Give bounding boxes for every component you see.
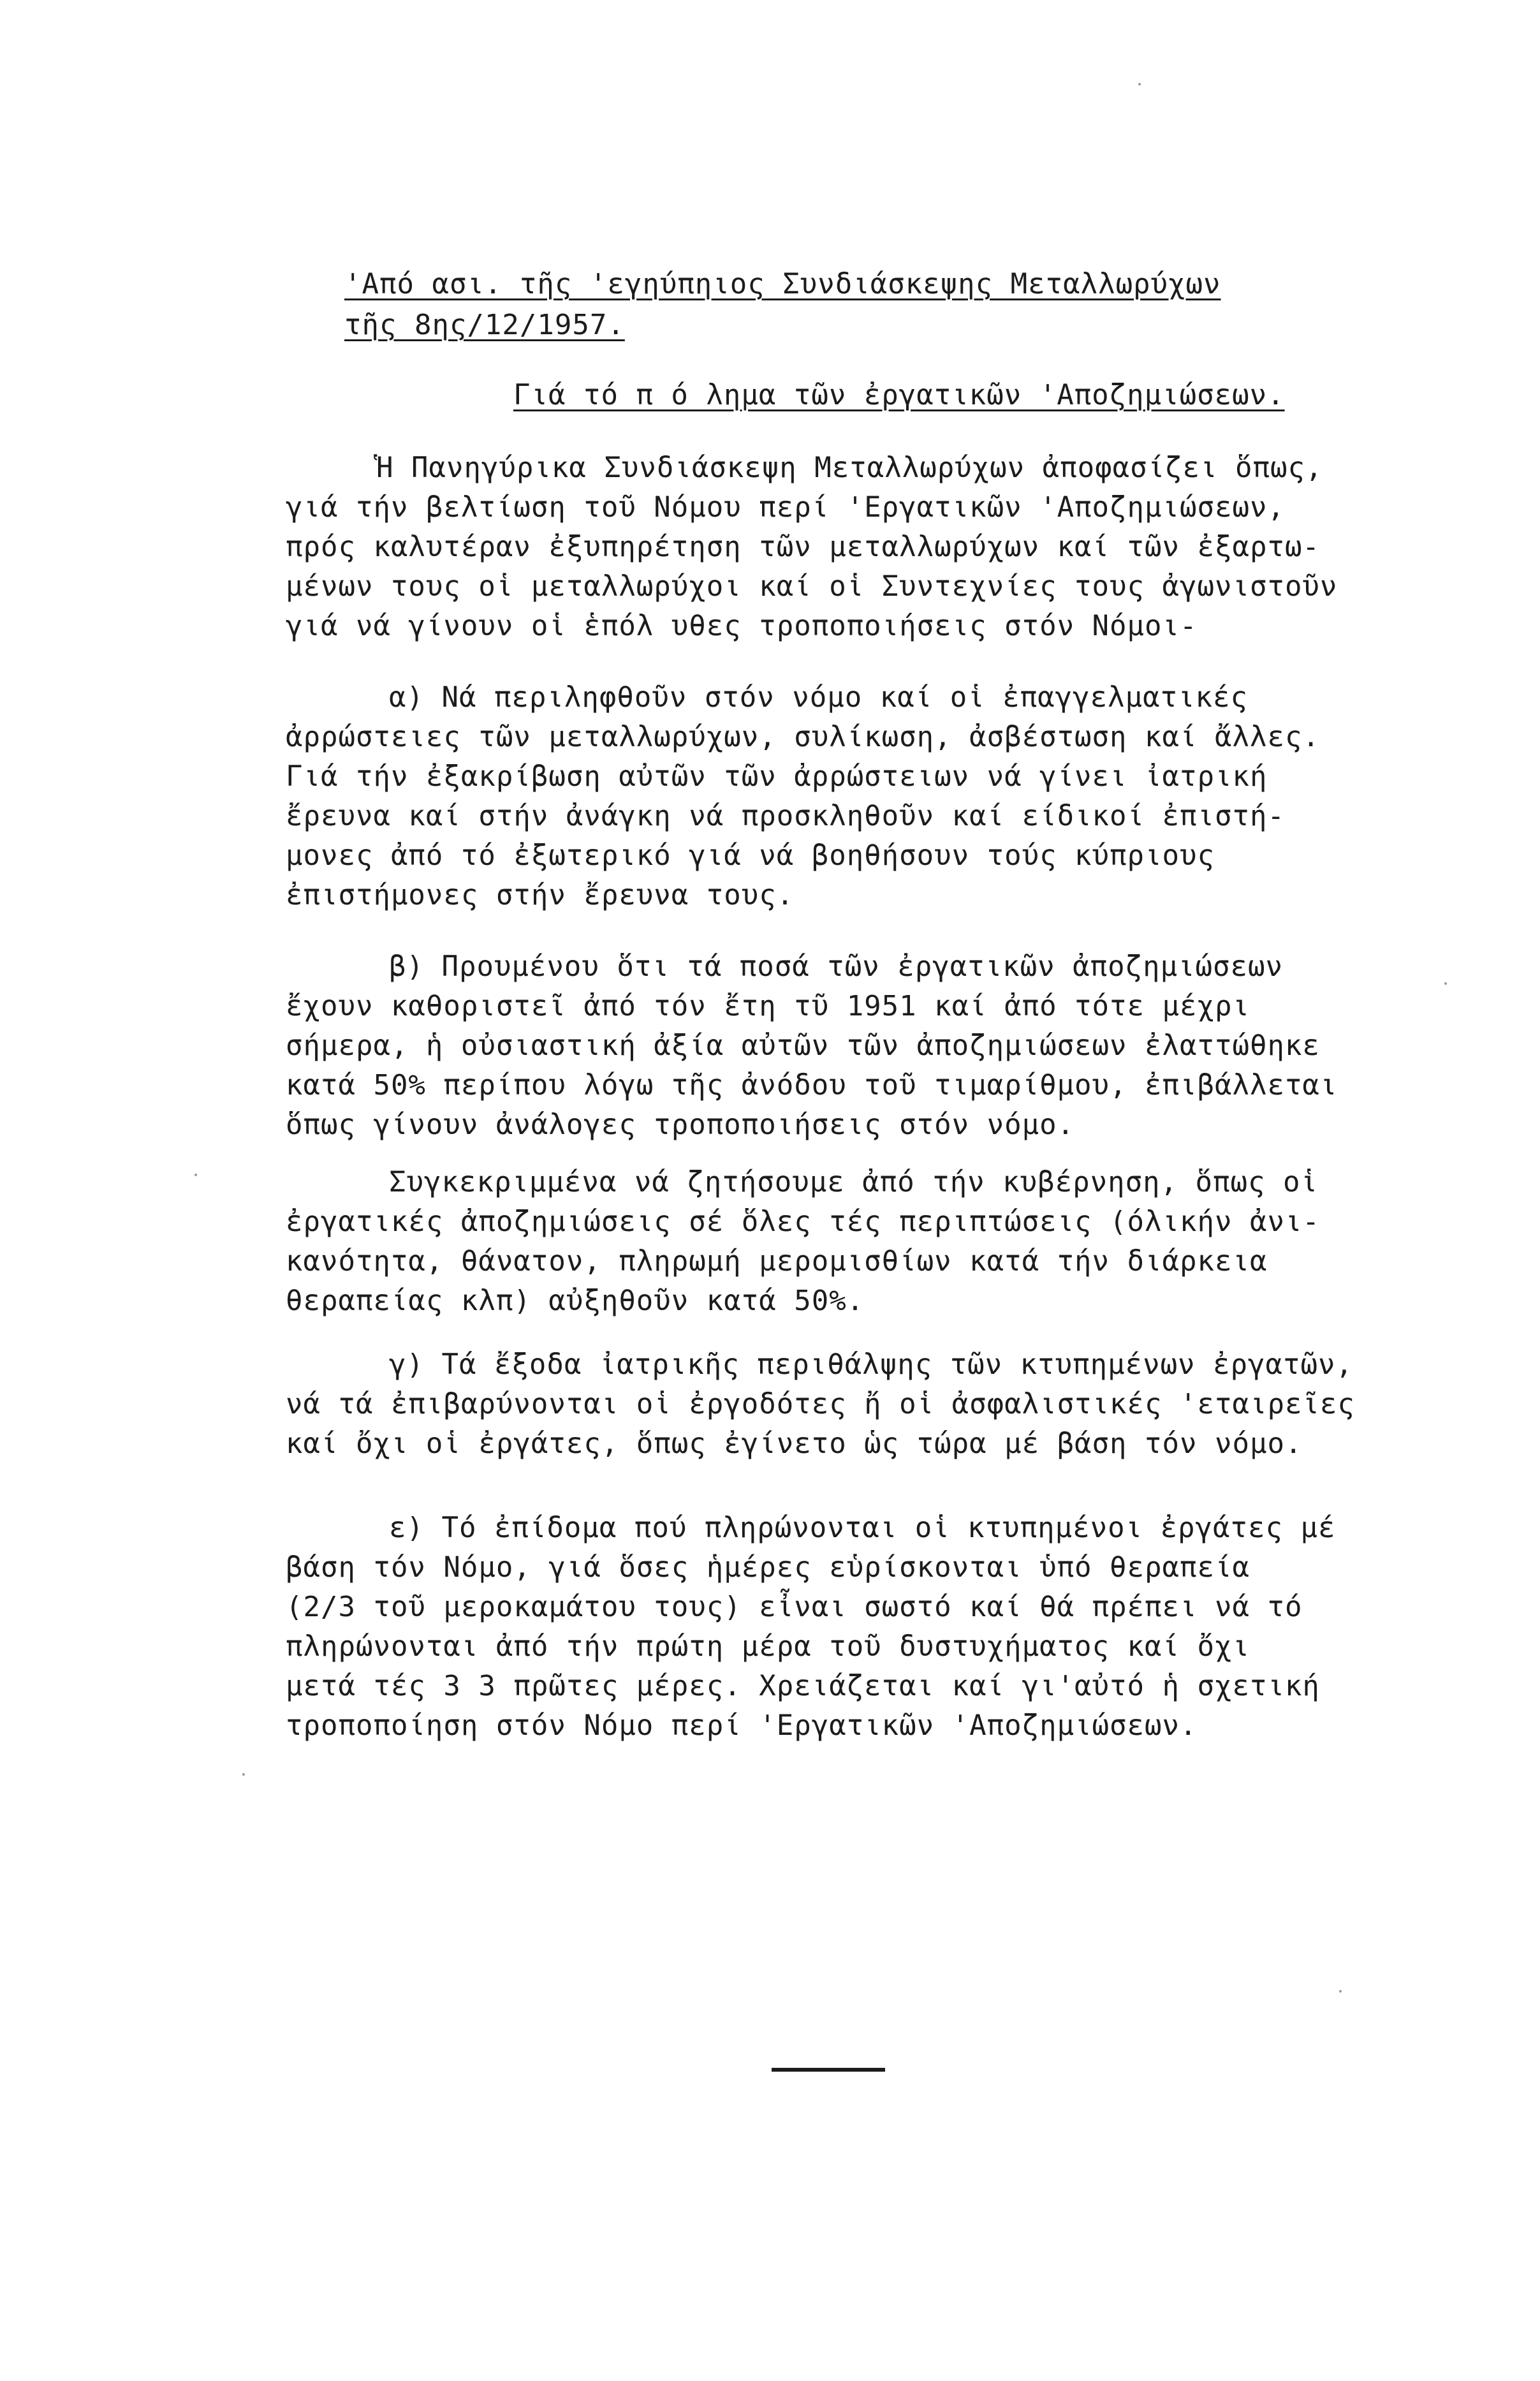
paragraph-line: πληρώνονται ἀπό τήν πρώτη μέρα τοῦ δυστυχήματος καί ὄχι [286,1630,1250,1663]
paragraph-line: β) Προυμένου ὅτι τά ποσά τῶν ἐργατικῶν ἀποζημιώσεων [389,950,1284,983]
paragraph-line: τροποποίηση στόν Νόμο περί 'Εργατικῶν 'Αποζημιώσεων. [286,1709,1198,1742]
paragraph-line: θεραπείας κλπ) αὐξηθοῦν κατά 50%. [286,1285,865,1317]
closing-divider [772,2068,885,2072]
paragraph-line: (2/3 τοῦ μεροκαμάτου τους) εἶναι σωστό καί θά πρέπει νά τό [286,1591,1303,1623]
paragraph-line: α) Νά περιληφθοῦν στόν νόμο καί οἱ ἐπαγγελματικές [389,681,1249,714]
paragraph-line: ἔχουν καθοριστεῖ ἀπό τόν ἔτη τῦ 1951 καί ἀπό τότε μέχρι [286,990,1250,1022]
paragraph-line: γιά νά γίνουν οἱ ἑπόλ υθες τροποποιήσεις στόν Νόμοι- [286,610,1198,642]
paragraph-line: μονες ἀπό τό ἐξωτερικό γιά νά βοηθήσουν τούς κύπριους [286,839,1215,872]
scan-speck [242,1773,245,1776]
header-line-1: 'Από ασι. τῆς 'εγηύπηιος Συνδιάσκεψης Μεταλλωρύχων [344,268,1221,300]
scan-speck [194,1174,197,1176]
scan-speck [1138,83,1141,85]
paragraph-line: καί ὄχι οἱ ἐργάτες, ὅπως ἐγίνετο ὡς τώρα μέ βάση τόν νόμο. [286,1427,1303,1460]
paragraph-line: ἔρευνα καί στήν ἀνάγκη νά προσκληθοῦν καί είδικοί ἐπιστή- [286,800,1285,832]
paragraph-line: Συγκεκριμμένα νά ζητήσουμε ἀπό τήν κυβέρνηση, ὅπως οἱ [389,1166,1318,1198]
paragraph-line: βάση τόν Νόμο, γιά ὅσες ἡμέρες εὑρίσκονται ὑπό θεραπεία [286,1551,1250,1584]
paragraph-line: κανότητα, θάνατον, πληρωμή μερομισθίων κατά τήν διάρκεια [286,1245,1268,1278]
paragraph-line: κατά 50% περίπου λόγω τῆς ἀνόδου τοῦ τιμαρίθμου, ἐπιβάλλεται [286,1069,1338,1102]
paragraph-line: γ) Τά ἔξοδα ἰατρικῆς περιθάλψης τῶν κτυπημένων ἐργατῶν, [389,1348,1353,1381]
paragraph-line: μετά τές 3 3 πρῶτες μέρες. Χρειάζεται καί γι'αὐτό ἡ σχετική [286,1670,1320,1702]
paragraph-line: μένων τους οἱ μεταλλωρύχοι καί οἱ Συντεχνίες τους ἀγωνιστοῦν [286,570,1338,603]
scan-speck [1339,1990,1342,1993]
document-title: Γιά τό π ό λημα τῶν ἐργατικῶν 'Αποζημιώσεων. [513,379,1285,411]
paragraph-line: ἀρρώστειες τῶν μεταλλωρύχων, συλίκωση, ἀσβέστωση καί ἄλλες. [286,721,1320,753]
scan-speck [1444,982,1447,985]
header-line-2: τῆς 8ης/12/1957. [344,309,625,341]
paragraph-line: ἐπιστήμονες στήν ἔρευνα τους. [286,879,795,911]
paragraph-line: Ἡ Πανηγύρικα Συνδιάσκεψη Μεταλλωρύχων ἀποφασίζει ὅπως, [376,452,1323,484]
paragraph-line: Γιά τήν ἐξακρίβωση αὐτῶν τῶν ἀρρώστειων νά γίνει ἰατρική [286,760,1268,793]
paragraph-line: σήμερα, ἡ οὐσιαστική ἀξία αὐτῶν τῶν ἀποζημιώσεων ἐλαττώθηκε [286,1029,1320,1062]
paragraph-line: γιά τήν βελτίωση τοῦ Νόμου περί 'Εργατικῶν 'Αποζημιώσεων, [286,491,1285,524]
paragraph-line: ε) Τό ἐπίδομα πού πληρώνονται οἱ κτυπημένοι ἐργάτες μέ [389,1512,1336,1544]
paragraph-line: νά τά ἐπιβαρύνονται οἱ ἐργοδότες ἤ οἱ ἀσφαλιστικές 'εταιρεῖες [286,1388,1355,1420]
paragraph-line: ὅπως γίνουν ἀνάλογες τροποποιήσεις στόν νόμο. [286,1109,1075,1141]
paragraph-line: πρός καλυτέραν ἐξυπηρέτηση τῶν μεταλλωρύχων καί τῶν ἐξαρτω- [286,531,1320,563]
paragraph-line: ἐργατικές ἀποζημιώσεις σέ ὅλες τές περιπτώσεις (όλικήν ἀνι- [286,1205,1320,1238]
